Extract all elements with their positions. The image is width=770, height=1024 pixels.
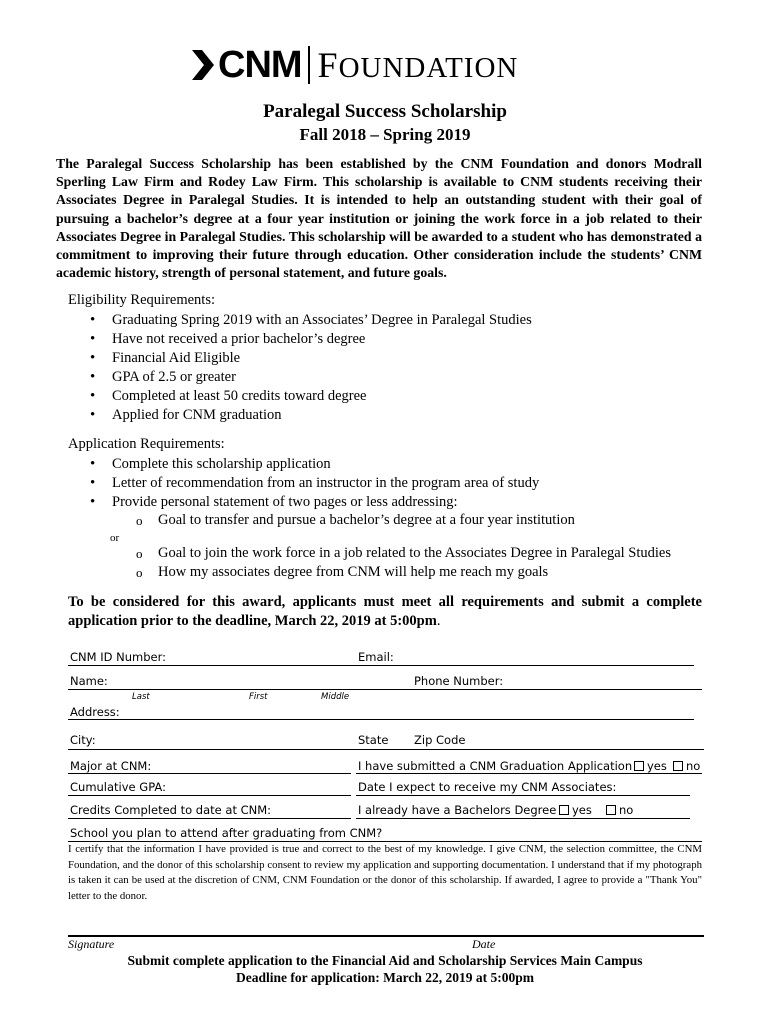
email-label: Email: [358,650,394,664]
phone-label: Phone Number: [414,674,504,688]
last-name-label: Last [132,692,150,702]
checkbox-icon[interactable] [673,761,683,771]
list-item: • Applied for CNM graduation [88,406,532,425]
list-item: • Letter of recommendation from an instructor in the program area of study [88,474,539,493]
bachelors-line [356,818,690,819]
state-label: State [358,733,389,747]
checkbox-icon[interactable] [606,805,616,815]
logo-foundation: FOUNDATION [317,45,519,85]
application-list [88,455,539,512]
city-state-zip-field[interactable] [68,749,704,750]
bachelors-yes[interactable]: yes [559,803,592,817]
logo-divider [308,46,310,84]
intro-paragraph: The Paralegal Success Scholarship has been established by the CNM Foundation and donors Modrall Sperling Law Firm and Rodey Law Firm. This scholarship is available to CNM students receiving their Associates Degree in Paralegal Studies. It is intended to help an outstanding student with their goal of pursuing a bachelor’s degree at a four year institution or joining the work force in a job related to their Associates Degree in Paralegal Studies. This scholarship will be awarded to a student who has demonstrated a commitment to improving their future through education. Other consideration include the students’ CNM academic history, strength of personal statement, and future goals. [56,156,702,281]
first-name-label: First [249,692,268,702]
bachelors-label: I already have a Bachelors Degree [358,803,557,817]
school-label: School you plan to attend after graduating from CNM? [70,826,383,840]
list-item: • Complete this scholarship application [88,455,539,474]
signature-label: Signature [68,937,115,951]
grad-app-line [356,773,702,774]
date-expect-field[interactable] [356,795,690,796]
major-field[interactable] [68,773,351,774]
signature-field[interactable] [68,935,704,937]
grad-app-no[interactable]: no [673,759,700,773]
list-item: • Completed at least 50 credits toward degree [88,387,532,406]
cnm-id-label: CNM ID Number: [70,650,166,664]
checkbox-icon[interactable] [559,805,569,815]
list-item: o How my associates degree from CNM will help me reach my goals [132,563,671,582]
list-item: • Financial Aid Eligible [88,349,532,368]
address-label: Address: [70,705,120,719]
grad-app-yes[interactable]: yes [634,759,667,773]
deadline-notice: Deadline for application: March 22, 2019 at 5:00pm [236,970,534,985]
major-label: Major at CNM: [70,759,152,773]
statement-topics-b [132,544,671,582]
page-title: Paralegal Success Scholarship [263,101,507,122]
list-item: • GPA of 2.5 or greater [88,368,532,387]
city-label: City: [70,733,96,747]
chevron-logo-icon [190,48,216,82]
application-heading: Application Requirements: [68,436,225,452]
name-label: Name: [70,674,108,688]
submit-instructions: Submit complete application to the Financial Aid and Scholarship Services Main Campus [127,953,643,968]
list-item: o Goal to join the work force in a job related to the Associates Degree in Paralegal Studies [132,544,671,563]
statement-topics-a [132,511,575,530]
cnm-foundation-logo [190,44,518,86]
name-phone-field[interactable] [68,689,702,690]
certification-statement: I certify that the information I have provided is true and correct to the best of my knowledge. I give CNM, the selection committee, the CNM Foundation, and the donor of this scholarship consent to review my application and supporting documentation. I understand that if my photograph is taken it can be used at the discretion of CNM, CNM Foundation or the donor of this scholarship. If awarded, I agree to provide a "Thank You" letter to the donor. [68,843,702,902]
checkbox-icon[interactable] [634,761,644,771]
cnm-id-email-field[interactable] [68,665,694,666]
gpa-field[interactable] [68,795,351,796]
list-item: • Provide personal statement of two pages or less addressing: [88,493,539,512]
grad-app-label: I have submitted a CNM Graduation Application [358,759,633,773]
list-item: • Graduating Spring 2019 with an Associates’ Degree in Paralegal Studies [88,311,532,330]
eligibility-list [88,311,532,425]
list-item: o Goal to transfer and pursue a bachelor’s degree at a four year institution [132,511,575,530]
credits-label: Credits Completed to date at CNM: [70,803,272,817]
gpa-label: Cumulative GPA: [70,780,166,794]
logo-cnm: CNM [218,44,302,86]
bachelors-no[interactable]: no [606,803,633,817]
zip-label: Zip Code [414,733,466,747]
date-expect-label: Date I expect to receive my CNM Associates: [358,780,617,794]
requirements-note: To be considered for this award, applicants must meet all requirements and submit a complete application prior to the deadline, March 22, 2019 at 5:00pm. [68,594,702,629]
address-field[interactable] [68,719,694,720]
eligibility-heading: Eligibility Requirements: [68,292,215,308]
page-subtitle: Fall 2018 – Spring 2019 [299,125,471,144]
list-item: • Have not received a prior bachelor’s degree [88,330,532,349]
date-label: Date [472,937,496,951]
or-label: or [110,532,120,544]
middle-name-label: Middle [321,692,350,702]
credits-field[interactable] [68,818,351,819]
